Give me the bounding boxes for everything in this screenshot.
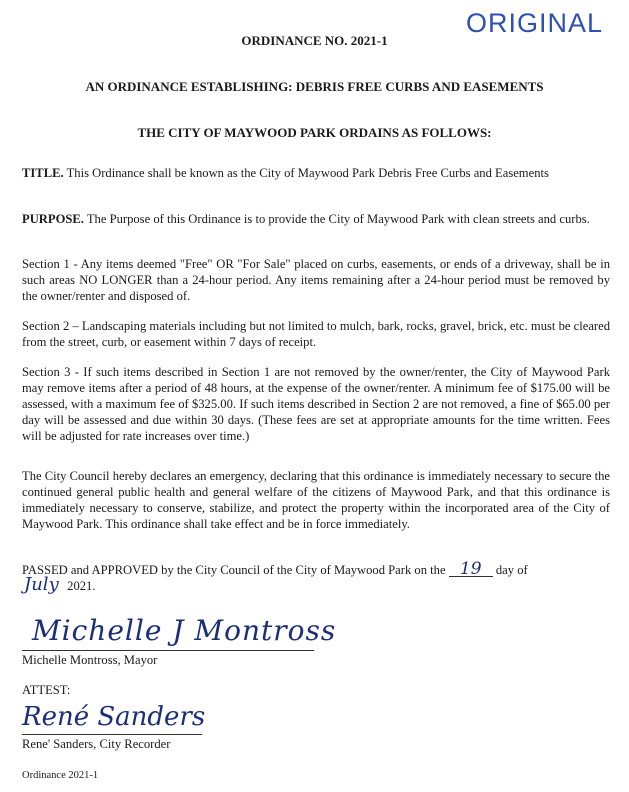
passed-statement: [22, 559, 610, 579]
ordinance-number: ORDINANCE NO. 2021-1: [241, 33, 388, 48]
footer-ordinance-ref: Ordinance 2021-1: [22, 770, 99, 781]
purpose-label: PURPOSE.: [22, 212, 84, 226]
title-paragraph: [22, 165, 610, 181]
recorder-signature-block: [22, 700, 222, 760]
main-heading: AN ORDINANCE ESTABLISHING: DEBRIS FREE CURBS AND EASEMENTS: [85, 79, 544, 94]
mayor-signature-block: [22, 600, 337, 670]
recorder-signature: René Sanders: [22, 702, 206, 732]
passed-day-suffix: day of: [495, 563, 528, 577]
recorder-signature-line: [22, 734, 202, 735]
title-text: This Ordinance shall be known as the City of Maywood Park Debris Free Curbs and Easements: [66, 166, 549, 180]
mayor-signature: Michelle J Montross: [32, 614, 337, 647]
passed-day: 19: [449, 562, 493, 577]
title-label: TITLE.: [22, 166, 64, 180]
passed-date-line: [24, 574, 96, 595]
section-1-paragraph: Section 1 - Any items deemed "Free" OR "For Sale" placed on curbs, easements, or ends of a driveway, shall be in such areas NO LONGER than a 24-hour period. Any items remaining after a 24-hour period must be removed by the owner/renter and disposed of.: [22, 257, 610, 303]
section-2-paragraph: Section 2 – Landscaping materials including but not limited to mulch, bark, rocks, gravel, brick, etc. must be cleared from the street, curb, or easement within 7 days of receipt.: [22, 319, 610, 349]
ordains-heading: THE CITY OF MAYWOOD PARK ORDAINS AS FOLLOWS:: [137, 125, 492, 140]
section-3-paragraph: Section 3 - If such items described in Section 1 are not removed by the owner/renter, the City of Maywood Park may remove items after a period of 48 hours, at the expense of the owner/renter. A minimum fee of $175.00 will be assessed, with a maximum fee of $325.00. If such items described in Section 2 are not removed, a fine of $65.00 per day will be assessed and due within 30 days. (These fees are set at appropriate amounts for the time written. Fees will be adjusted for rate increases over time.): [22, 365, 610, 443]
purpose-paragraph: [22, 211, 610, 227]
mayor-signature-line: [22, 650, 314, 651]
attest-label: ATTEST:: [22, 683, 71, 697]
original-stamp: ORIGINAL: [466, 8, 604, 38]
emergency-paragraph: The City Council hereby declares an emergency, declaring that this ordinance is immediately necessary to secure the continued general public health and general welfare of the citizens of Maywood Park, and that this ordinance is immediately necessary to conserve, stabilize, and protect the property within the incorporated area of the City of Maywood Park. This ordinance shall take effect and be in force immediately.: [22, 469, 610, 531]
passed-prefix: PASSED and APPROVED by the City Council of the City of Maywood Park on the: [22, 563, 446, 577]
mayor-name-title: Michelle Montross, Mayor: [22, 653, 158, 667]
passed-month: July: [24, 574, 59, 595]
purpose-text: The Purpose of this Ordinance is to provide the City of Maywood Park with clean streets and curbs.: [86, 212, 590, 226]
recorder-name-title: Rene' Sanders, City Recorder: [22, 737, 171, 751]
passed-year: 2021.: [67, 579, 96, 593]
